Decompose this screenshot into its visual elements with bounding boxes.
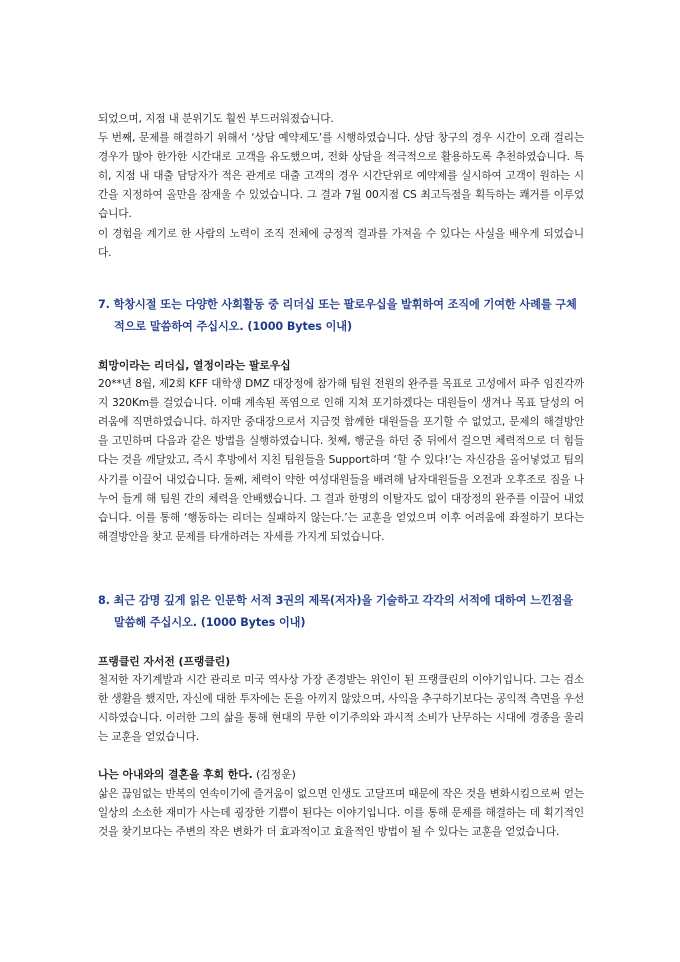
question-7-subtitle: 희망이라는 리더십, 열정이라는 팔로우십 — [98, 359, 291, 372]
question-8-section — [98, 590, 584, 842]
book-1-title: 프랭클린 자서전 — [98, 655, 175, 668]
question-7-heading: 7. 학창시절 또는 다양한 사회활동 중 리더십 또는 팔로우십을 발휘하여 조직에 기여한 사례를 구체적으로 말씀하여 주십시오. (1000 Bytes 이내) — [98, 298, 577, 333]
question-7-body: 20**년 8월, 제2회 KFF 대학생 DMZ 대장정에 참가해 팀원 전원의 완주를 목표로 고성에서 파주 임진각까지 320Km를 걸었습니다. 이때 계속된 폭염으로 인해 지쳐 포기하겠다는 대원들이 생겨나 목표 달성의 어려움에 직면하였습니다. 하지만 중대장으로서 지금껏 함께한 대원들을 포기할 수 없었고, 문제의 해결방안을 고민하며 다음과 같은 방법을 실행하였습니다. 첫째, 행군을 하던 중 뒤에서 걸으면 체력적으로 더 힘들다는 것을 깨달았고, 즉시 후방에서 지친 팀원들을 Support하며 ‘할 수 있다!’는 자신감을 올어넣었고 팀의 사기를 이끌어 내었습니다. 둘째, 체력이 약한 여성대원들을 배려해 남자대원들을 오전과 오후조로 짐을 나누어 들게 해 팀원 간의 체력을 안배했습니다. 그 결과 한명의 이탈자도 없이 대장정의 완주를 이끌어 내었습니다. 이를 통해 ‘행동하는 리더는 실패하지 않는다.’는 교훈을 얻었으며 이후 어려움에 좌절하기 보다는 해결방안을 찾고 문제를 타개하려는 자세를 가지게 되었습니다. — [98, 378, 584, 543]
book-2-author: (김정운) — [252, 768, 296, 782]
book-1-author: (프랭클린) — [174, 655, 231, 668]
intro-section — [98, 110, 584, 263]
intro-paragraph-3: 이 경험을 계기로 한 사람의 노력이 조직 전체에 긍정적 결과를 가져올 수 있다는 사실을 배우게 되었습니다. — [98, 227, 584, 259]
book-2-title-line — [98, 765, 584, 784]
book-1-body: 철저한 자기계발과 시간 관리로 미국 역사상 가장 존경받는 위인이 된 프랭클린의 이야기입니다. 그는 검소한 생활을 했지만, 자신에 대한 투자에는 돈을 아끼지 않았으며, 사익을 추구하기보다는 공익적 측면을 우선시하였습니다. 이러한 그의 삶을 통해 현대의 무한 이기주의와 과시적 소비가 난무하는 시대에 경종을 울리는 교훈을 얻었습니다. — [98, 674, 584, 744]
question-8-heading: 8. 최근 감명 깊게 읽은 인문학 서적 3권의 제목(저자)을 기술하고 각각의 서적에 대하여 느낀점을 말씀해 주십시오. (1000 Bytes 이내) — [98, 594, 574, 629]
intro-paragraph-1: 되었으며, 지점 내 분위기도 훨씬 부드러워졌습니다. — [98, 113, 334, 125]
book-2-body: 삶은 끊임없는 반복의 연속이기에 즐거움이 없으면 인생도 고달프며 때문에 작은 것을 변화시킴으로써 얻는 일상의 소소한 재미가 사는데 굉장한 기쁨이 된다는 이야기입니다. 이를 통해 문제를 해결하는 데 획기적인 것을 찾기보다는 주변의 작은 변화가 더 효과적이고 효율적인 방법이 될 수 있다는 교훈을 얻었습니다. — [98, 787, 584, 838]
intro-paragraph-2: 두 번째, 문제를 해결하기 위해서 ‘상담 예약제도’를 시행하였습니다. 상담 창구의 경우 시간이 오래 걸리는 경우가 많아 한가한 시간대로 고객을 유도했으며, 전화 상담을 적극적으로 활용하도록 추천하였습니다. 특히, 지점 내 대출 담당자가 적은 관계로 대출 고객의 경우 시간단위로 예약제를 실시하여 고객이 원하는 시간을 지정하여 올만을 잠재울 수 있었습니다. 그 결과 7월 00지점 CS 최고득점을 획득하는 쾌거를 이루었습니다. — [98, 132, 584, 221]
question-7-section — [98, 294, 584, 547]
book-1-title-line — [98, 652, 584, 671]
book-2-title: 나는 아내와의 결혼을 후회 한다. — [98, 768, 253, 782]
